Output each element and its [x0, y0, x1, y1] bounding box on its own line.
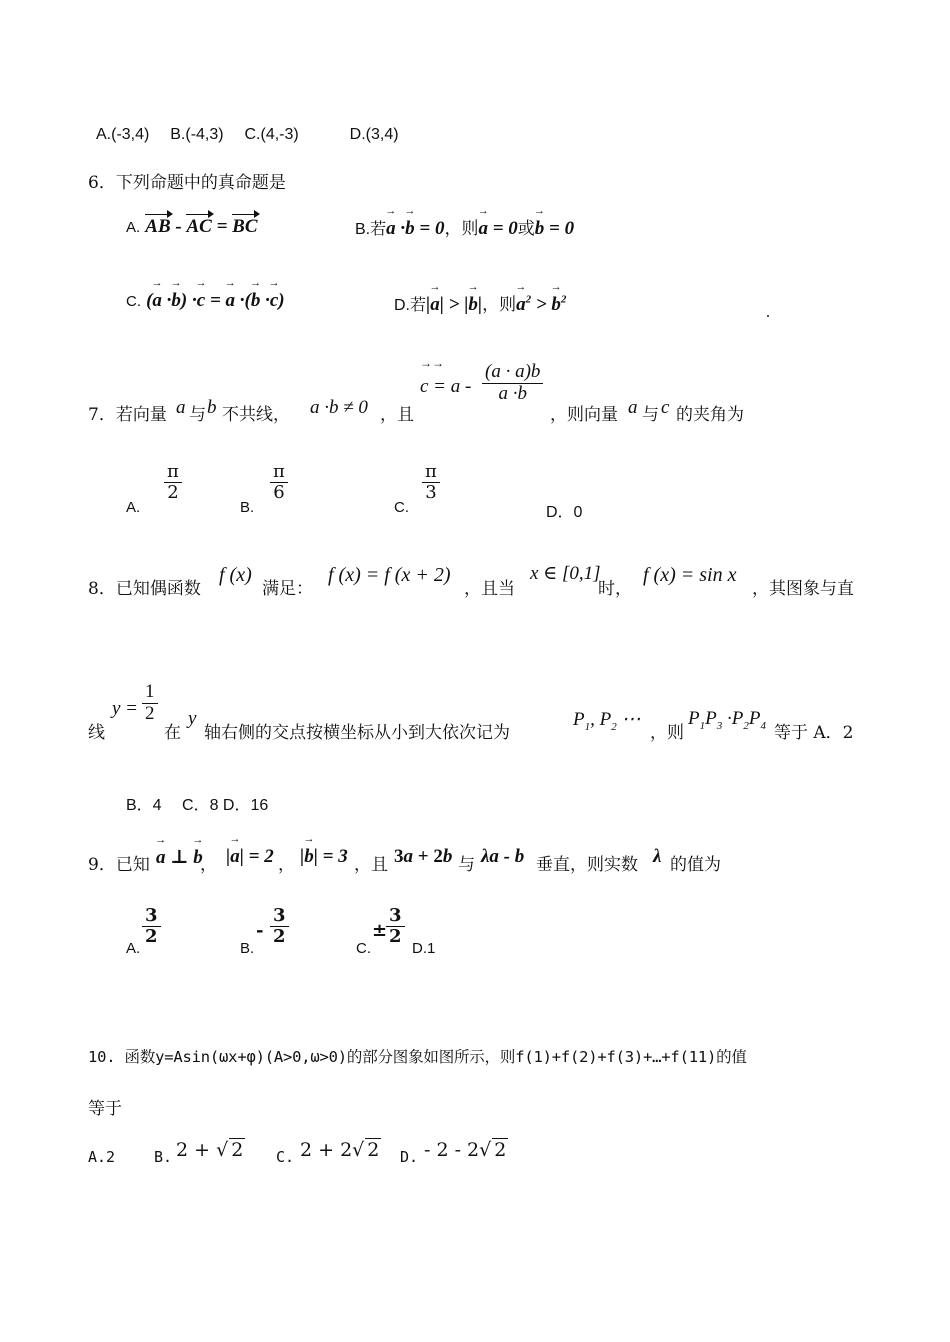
- q8-options: B．4 C．8 D．16: [126, 797, 269, 814]
- q6-option-d: D.若|→ a| > |→ b|，则→ $a^2$ > → $b^2$: [394, 290, 566, 316]
- q10-stem: 10. 函数y=Asin(ωx+φ)(A>0,ω>0)的部分图象如图所示，则f(1)+f(2)+f(3)+…+f(11)的值: [88, 1048, 747, 1066]
- q5-option-a: A.(-3,4): [96, 126, 150, 143]
- q5-options: [96, 126, 399, 144]
- q5-option-d: D.(3,4): [349, 126, 399, 143]
- q10-stem-cont: 等于: [88, 1099, 122, 1119]
- q10-options: A.2 B. 2 + √ 2 C. 2 + 2√ 2 D. - 2 - 2√ 2: [88, 1139, 507, 1166]
- q6-option-a: A. AB - AC = BC: [126, 216, 258, 237]
- q9-options: A. $\frac{3}{2}$ B. - $\frac{3}{2}$ C. ± $\frac{3}{2}$ D.1: [126, 905, 436, 957]
- stray-dot: [767, 315, 769, 317]
- q9-stem: 9．已知 → a ⊥ → b ， |→ a| = 2 ， |→ b| = 3 ，且 3a + 2b 与 λa - b 垂直，则实数 λ 的值为: [88, 836, 878, 872]
- q6-stem: 6．下列命题中的真命题是: [88, 173, 286, 193]
- q8-line2: 线 y = $\frac{1}{2}$ 在 y 轴右侧的交点按横坐标从小到大依次记为 $P_1$, $P_2$ ⋯ ，则 $P_1P_3 \cdot P_2P_4$ 等于 A．2: [88, 681, 854, 743]
- q8-stem: 8．已知偶函数 f (x) 满足： f (x) = f (x + 2) ，且当 x ∈ [0,1] 时， f (x) = sin x ，其图象与直: [88, 563, 854, 599]
- q6-option-c: C. (→ a ·→ b) ·→ c = → a ·(→ b ·→ c): [126, 290, 285, 312]
- q6-option-b: B.若→ a ·→ b = 0，则→ a = 0或→ b = 0: [355, 214, 574, 240]
- q5-option-c: C.(4,-3): [244, 126, 299, 143]
- q7-options: A. $\frac{\pi}{2}$ B. $\frac{\pi}{6}$ C. $\frac{\pi}{3}$ D．0: [126, 461, 583, 521]
- q5-option-b: B.(-4,3): [170, 126, 224, 143]
